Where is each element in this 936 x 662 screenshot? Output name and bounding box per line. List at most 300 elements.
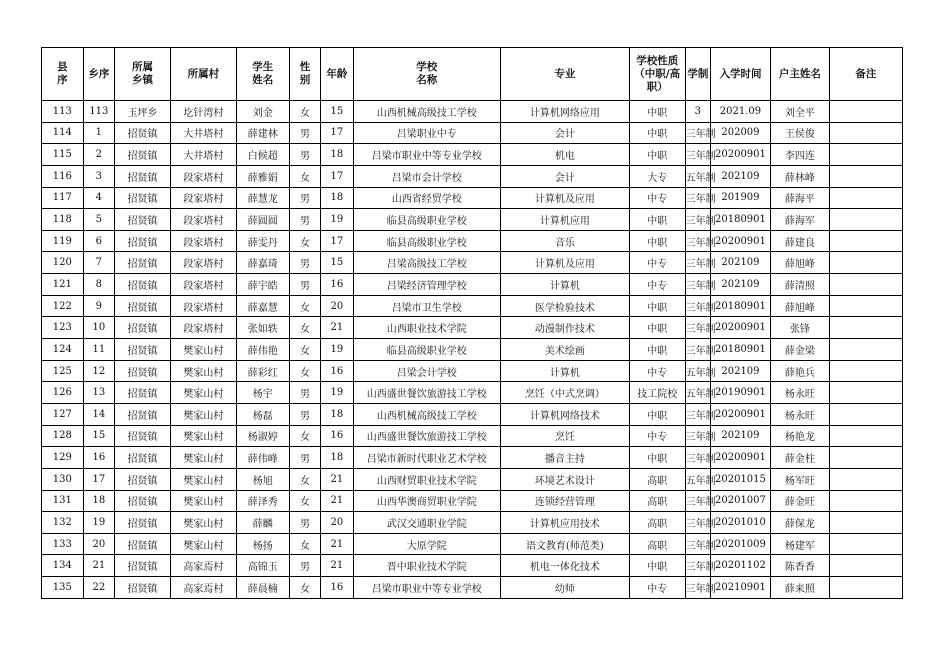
cell-age <box>321 252 353 274</box>
cell-text: 招贤镇 <box>127 518 158 530</box>
cell-text: 五年制 <box>685 172 716 184</box>
cell-county-seq <box>42 490 84 512</box>
cell-schooling <box>685 187 716 209</box>
cell-text: 杨宇 <box>252 389 273 401</box>
cell-text: 薛伟艳 <box>247 345 278 357</box>
table-row <box>42 403 903 425</box>
cell-text: 招贤镇 <box>127 194 158 206</box>
cell-text: 招贤镇 <box>127 454 158 466</box>
cell-schooling <box>685 122 716 144</box>
cell-major <box>500 533 629 555</box>
cell-text: 中职 <box>647 324 668 336</box>
cell-major <box>500 144 629 166</box>
cell-text: 119 <box>52 235 72 247</box>
cell-text: 薛晨楠 <box>247 583 278 595</box>
cell-text: 杨艳龙 <box>784 432 815 444</box>
cell-remarks <box>829 468 902 490</box>
cell-text: 中专 <box>647 194 668 206</box>
cell-text: 烹饪 <box>554 432 575 444</box>
cell-village <box>170 382 236 404</box>
cell-age <box>321 468 353 490</box>
cell-text: 刘金 <box>252 107 273 119</box>
cell-text: 樊家山村 <box>183 410 224 422</box>
cell-school-type <box>629 187 685 209</box>
cell-village <box>170 339 236 361</box>
cell-township <box>115 122 171 144</box>
cell-text: 高家焉村 <box>183 583 224 595</box>
cell-student-name <box>236 403 289 425</box>
cell-major <box>500 317 629 339</box>
cell-township <box>115 577 171 599</box>
cell-remarks <box>829 425 902 447</box>
cell-school-type <box>629 555 685 577</box>
cell-text: 樊家山村 <box>183 540 224 552</box>
header-county-seq: 县 序 <box>42 48 84 101</box>
cell-text: 女 <box>299 583 310 595</box>
cell-major <box>500 274 629 296</box>
cell-text: 20201102 <box>715 560 766 572</box>
cell-enroll-date <box>711 209 771 231</box>
cell-text: 招贤镇 <box>127 129 158 141</box>
cell-text: 121 <box>52 278 72 290</box>
cell-text: 20201010 <box>715 516 766 528</box>
cell-text: 薛嘉慧 <box>247 302 278 314</box>
cell-text: 招贤镇 <box>127 432 158 444</box>
cell-village <box>170 144 236 166</box>
cell-text: 计算机及应用 <box>534 194 595 206</box>
cell-text: 2021.09 <box>719 105 762 117</box>
cell-text: 113 <box>89 105 109 117</box>
cell-township <box>115 144 171 166</box>
cell-age <box>321 425 353 447</box>
cell-text: 三年制 <box>685 454 716 466</box>
cell-remarks <box>829 295 902 317</box>
cell-text: 大专 <box>647 172 668 184</box>
cell-enroll-date <box>711 295 771 317</box>
cell-text: 15 <box>92 430 106 442</box>
cell-text: 男 <box>299 518 310 530</box>
cell-student-name <box>236 447 289 469</box>
cell-county-seq <box>42 512 84 534</box>
cell-enroll-date <box>711 274 771 296</box>
cell-school-type <box>629 144 685 166</box>
cell-county-seq <box>42 403 84 425</box>
cell-text: 130 <box>52 473 72 485</box>
cell-gender <box>289 533 320 555</box>
cell-enroll-date <box>711 360 771 382</box>
cell-schooling <box>685 577 716 599</box>
cell-enroll-date <box>711 144 771 166</box>
header-householder: 户主姓名 <box>770 48 829 101</box>
cell-township <box>115 425 171 447</box>
cell-county-seq <box>42 382 84 404</box>
cell-school-name <box>353 533 500 555</box>
cell-text: 招贤镇 <box>127 410 158 422</box>
cell-remarks <box>829 209 902 231</box>
table-row <box>42 187 903 209</box>
cell-county-seq <box>42 555 84 577</box>
header-town-seq: 乡序 <box>83 48 114 101</box>
cell-school-name <box>353 425 500 447</box>
cell-text: 高职 <box>647 540 668 552</box>
cell-text: 114 <box>52 127 72 139</box>
cell-enroll-date <box>711 252 771 274</box>
cell-text: 计算机网络应用 <box>529 107 600 119</box>
cell-township <box>115 230 171 252</box>
cell-text: 202109 <box>721 430 760 442</box>
cell-text: 19 <box>330 387 344 399</box>
cell-text: 20180901 <box>715 214 766 226</box>
cell-text: 薛金梁 <box>784 345 815 357</box>
cell-text: 吕梁市职业中等专业学校 <box>371 583 482 595</box>
cell-age <box>321 339 353 361</box>
cell-text: 134 <box>52 560 72 572</box>
cell-text: 女 <box>299 324 310 336</box>
cell-major <box>500 555 629 577</box>
cell-text: 招贤镇 <box>127 497 158 509</box>
cell-text: 段家塔村 <box>183 216 224 228</box>
cell-text: 刘全平 <box>784 107 815 119</box>
cell-text: 招贤镇 <box>127 475 158 487</box>
cell-text: 20200901 <box>715 322 766 334</box>
cell-remarks <box>829 144 902 166</box>
cell-township <box>115 447 171 469</box>
cell-text: 21 <box>330 473 344 485</box>
cell-town-seq <box>83 209 114 231</box>
cell-major <box>500 468 629 490</box>
cell-age <box>321 165 353 187</box>
cell-county-seq <box>42 339 84 361</box>
cell-text: 招贤镇 <box>127 237 158 249</box>
cell-town-seq <box>83 512 114 534</box>
cell-gender <box>289 468 320 490</box>
cell-school-name <box>353 252 500 274</box>
cell-student-name <box>236 382 289 404</box>
cell-text: 高职 <box>647 518 668 530</box>
cell-gender <box>289 101 320 123</box>
cell-major <box>500 425 629 447</box>
cell-school-name <box>353 122 500 144</box>
cell-text: 环境艺术设计 <box>534 475 595 487</box>
cell-text: 陈香香 <box>784 562 815 574</box>
cell-township <box>115 490 171 512</box>
cell-text: 薛建良 <box>784 237 815 249</box>
cell-major <box>500 165 629 187</box>
cell-township <box>115 252 171 274</box>
cell-text: 计算机网络技术 <box>529 410 600 422</box>
cell-schooling <box>685 209 716 231</box>
cell-student-name <box>236 490 289 512</box>
cell-text: 段家塔村 <box>183 172 224 184</box>
cell-text: 动漫制作技术 <box>534 324 595 336</box>
cell-student-name <box>236 360 289 382</box>
cell-village <box>170 165 236 187</box>
cell-text: 白候超 <box>247 151 278 163</box>
cell-text: 16 <box>330 430 344 442</box>
cell-school-name <box>353 165 500 187</box>
cell-gender <box>289 360 320 382</box>
cell-text: 樊家山村 <box>183 367 224 379</box>
cell-text: 薛麟 <box>252 518 273 530</box>
cell-town-seq <box>83 295 114 317</box>
table-row <box>42 490 903 512</box>
cell-remarks <box>829 447 902 469</box>
cell-text: 会计 <box>554 129 575 141</box>
cell-schooling <box>685 425 716 447</box>
cell-text: 20 <box>330 300 344 312</box>
cell-student-name <box>236 274 289 296</box>
cell-age <box>321 382 353 404</box>
cell-text: 薛金柱 <box>784 454 815 466</box>
cell-text: 薛泽秀 <box>247 497 278 509</box>
cell-enroll-date <box>711 512 771 534</box>
cell-school-type <box>629 425 685 447</box>
cell-text: 大井塔村 <box>183 129 224 141</box>
cell-schooling <box>685 144 716 166</box>
cell-text: 招贤镇 <box>127 324 158 336</box>
cell-remarks <box>829 490 902 512</box>
cell-village <box>170 252 236 274</box>
cell-text: 女 <box>299 497 310 509</box>
cell-text: 樊家山村 <box>183 432 224 444</box>
cell-text: 吕梁高级技工学校 <box>386 259 467 271</box>
cell-village <box>170 209 236 231</box>
cell-remarks <box>829 555 902 577</box>
header-student-name: 学生 姓名 <box>236 48 289 101</box>
cell-text: 20 <box>92 538 106 550</box>
cell-text: 医学检验技术 <box>534 302 595 314</box>
cell-text: 薛旭峰 <box>784 259 815 271</box>
cell-text: 招贤镇 <box>127 540 158 552</box>
cell-age <box>321 101 353 123</box>
cell-township <box>115 382 171 404</box>
cell-county-seq <box>42 252 84 274</box>
table-row <box>42 577 903 599</box>
cell-school-name <box>353 468 500 490</box>
cell-remarks <box>829 360 902 382</box>
cell-gender <box>289 295 320 317</box>
cell-text: 131 <box>52 495 72 507</box>
cell-text: 20200901 <box>715 149 766 161</box>
cell-schooling <box>685 165 716 187</box>
cell-county-seq <box>42 165 84 187</box>
cell-village <box>170 230 236 252</box>
cell-text: 16 <box>92 452 106 464</box>
cell-text: 高锦玉 <box>247 562 278 574</box>
cell-text: 男 <box>299 194 310 206</box>
cell-school-name <box>353 209 500 231</box>
cell-township <box>115 295 171 317</box>
cell-text: 三年制 <box>685 324 716 336</box>
header-schooling: 学制 <box>685 48 710 101</box>
cell-town-seq <box>83 144 114 166</box>
cell-school-name <box>353 230 500 252</box>
cell-text: 山西职业技术学院 <box>386 324 467 336</box>
cell-remarks <box>829 230 902 252</box>
cell-village <box>170 533 236 555</box>
cell-text: 高家焉村 <box>183 562 224 574</box>
cell-text: 17 <box>92 473 106 485</box>
cell-text: 15 <box>330 105 344 117</box>
cell-text: 女 <box>299 540 310 552</box>
cell-householder <box>770 360 829 382</box>
cell-gender <box>289 144 320 166</box>
cell-student-name <box>236 122 289 144</box>
cell-enroll-date <box>711 339 771 361</box>
cell-enroll-date <box>711 230 771 252</box>
cell-text: 17 <box>330 235 344 247</box>
cell-text: 16 <box>330 278 344 290</box>
cell-householder <box>770 468 829 490</box>
cell-text: 男 <box>299 151 310 163</box>
cell-text: 20190901 <box>715 387 766 399</box>
cell-text: 中职 <box>647 302 668 314</box>
cell-school-name <box>353 403 500 425</box>
cell-school-type <box>629 274 685 296</box>
cell-major <box>500 490 629 512</box>
cell-householder <box>770 425 829 447</box>
cell-town-seq <box>83 122 114 144</box>
cell-school-type <box>629 447 685 469</box>
cell-text: 薛慧龙 <box>247 194 278 206</box>
cell-text: 幼师 <box>554 583 575 595</box>
cell-text: 133 <box>52 538 72 550</box>
cell-text: 20210901 <box>715 581 766 593</box>
table-row <box>42 382 903 404</box>
cell-text: 招贤镇 <box>127 345 158 357</box>
cell-major <box>500 360 629 382</box>
cell-householder <box>770 230 829 252</box>
cell-text: 樊家山村 <box>183 475 224 487</box>
cell-student-name <box>236 468 289 490</box>
cell-householder <box>770 490 829 512</box>
cell-text: 125 <box>52 365 72 377</box>
cell-enroll-date <box>711 101 771 123</box>
cell-text: 129 <box>52 452 72 464</box>
cell-county-seq <box>42 101 84 123</box>
cell-text: 120 <box>52 257 72 269</box>
cell-text: 薛雅娟 <box>247 172 278 184</box>
cell-text: 薛来照 <box>784 583 815 595</box>
cell-text: 薛林峰 <box>784 172 815 184</box>
cell-town-seq <box>83 165 114 187</box>
cell-gender <box>289 209 320 231</box>
cell-text: 招贤镇 <box>127 280 158 292</box>
cell-text: 22 <box>92 581 106 593</box>
cell-text: 男 <box>299 454 310 466</box>
cell-text: 中职 <box>647 237 668 249</box>
cell-text: 杨磊 <box>252 410 273 422</box>
cell-school-name <box>353 187 500 209</box>
cell-gender <box>289 490 320 512</box>
cell-text: 吕梁经济管理学校 <box>386 280 467 292</box>
cell-student-name <box>236 101 289 123</box>
cell-text: 烹饪（中式烹调） <box>524 389 605 401</box>
cell-text: 男 <box>299 562 310 574</box>
cell-age <box>321 274 353 296</box>
cell-text: 中专 <box>647 432 668 444</box>
cell-text: 吕梁市新时代职业艺术学校 <box>366 454 487 466</box>
cell-age <box>321 403 353 425</box>
cell-gender <box>289 317 320 339</box>
header-village: 所属村 <box>170 48 236 101</box>
cell-householder <box>770 101 829 123</box>
cell-town-seq <box>83 274 114 296</box>
cell-text: 招贤镇 <box>127 172 158 184</box>
cell-gender <box>289 403 320 425</box>
cell-text: 招贤镇 <box>127 151 158 163</box>
cell-text: 3 <box>694 105 702 117</box>
cell-gender <box>289 230 320 252</box>
cell-remarks <box>829 382 902 404</box>
cell-gender <box>289 165 320 187</box>
cell-householder <box>770 187 829 209</box>
cell-householder <box>770 317 829 339</box>
cell-text: 124 <box>52 343 72 355</box>
cell-schooling <box>685 252 716 274</box>
cell-enroll-date <box>711 447 771 469</box>
cell-text: 杨旭 <box>252 475 273 487</box>
cell-township <box>115 512 171 534</box>
cell-county-seq <box>42 447 84 469</box>
cell-text: 三年制 <box>685 497 716 509</box>
cell-gender <box>289 122 320 144</box>
cell-school-type <box>629 490 685 512</box>
cell-town-seq <box>83 382 114 404</box>
table-row <box>42 230 903 252</box>
cell-text: 薛清照 <box>784 280 815 292</box>
cell-county-seq <box>42 274 84 296</box>
cell-text: 14 <box>92 408 106 420</box>
cell-gender <box>289 425 320 447</box>
cell-county-seq <box>42 533 84 555</box>
cell-town-seq <box>83 339 114 361</box>
cell-school-type <box>629 122 685 144</box>
cell-text: 山西华澳商贸职业学院 <box>376 497 477 509</box>
table-row <box>42 144 903 166</box>
cell-remarks <box>829 122 902 144</box>
table-row <box>42 274 903 296</box>
cell-text: 机电一体化技术 <box>529 562 600 574</box>
cell-text: 132 <box>52 516 72 528</box>
cell-township <box>115 274 171 296</box>
cell-text: 连锁经营管理 <box>534 497 595 509</box>
cell-gender <box>289 187 320 209</box>
cell-text: 13 <box>92 387 106 399</box>
cell-township <box>115 403 171 425</box>
cell-text: 7 <box>95 257 103 269</box>
cell-school-type <box>629 252 685 274</box>
cell-text: 17 <box>330 170 344 182</box>
cell-gender <box>289 447 320 469</box>
cell-school-name <box>353 339 500 361</box>
cell-schooling <box>685 490 716 512</box>
cell-text: 三年制 <box>685 302 716 314</box>
cell-text: 男 <box>299 389 310 401</box>
cell-remarks <box>829 403 902 425</box>
cell-age <box>321 555 353 577</box>
cell-text: 20200901 <box>715 235 766 247</box>
cell-text: 吕梁市会计学校 <box>391 172 462 184</box>
cell-text: 三年制 <box>685 194 716 206</box>
cell-school-name <box>353 295 500 317</box>
cell-major <box>500 382 629 404</box>
cell-text: 20201009 <box>715 538 766 550</box>
cell-text: 20180901 <box>715 300 766 312</box>
cell-student-name <box>236 252 289 274</box>
cell-school-name <box>353 555 500 577</box>
cell-schooling <box>685 512 716 534</box>
